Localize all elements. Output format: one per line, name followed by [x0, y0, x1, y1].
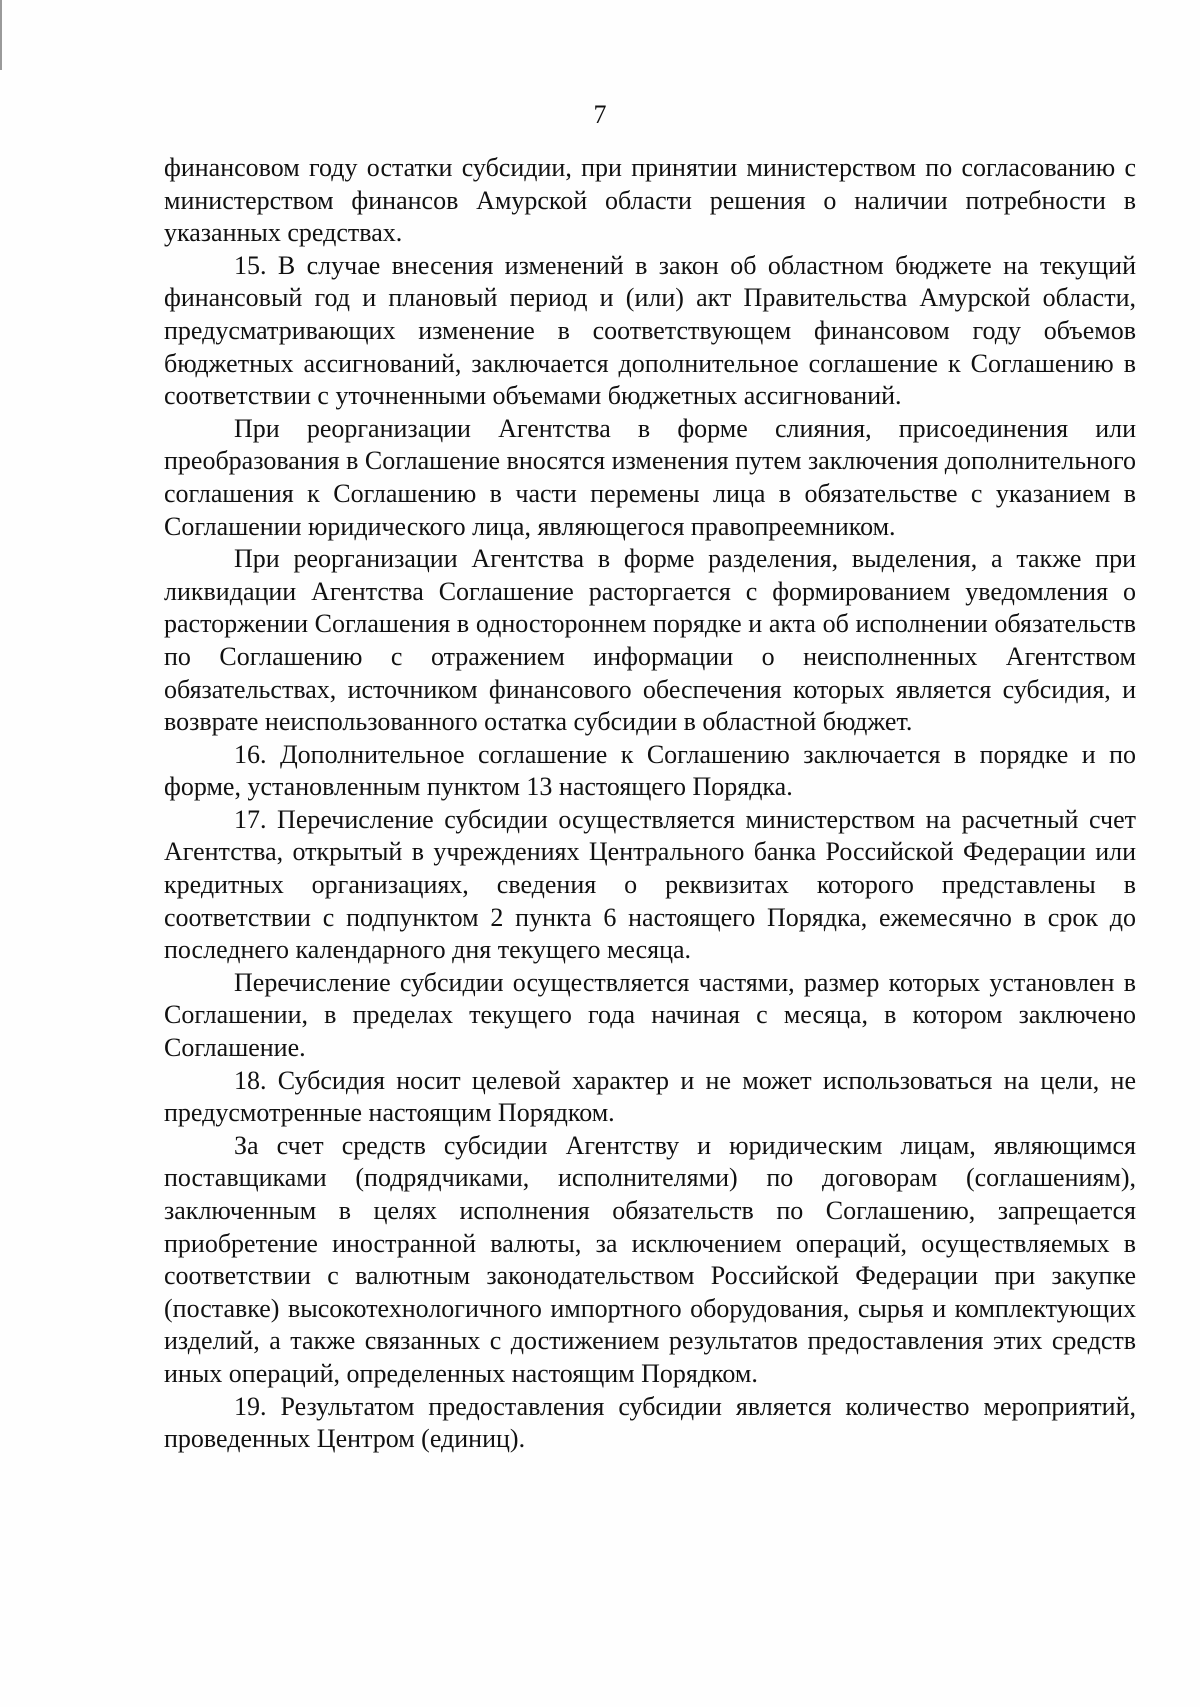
paragraph-item-16: 16. Дополнительное соглашение к Соглашению заключается в порядке и по форме, установленным пунктом 13 настоящего Порядка. [164, 739, 1136, 802]
paragraph-reorganization-merge: При реорганизации Агентства в форме слияния, присоединения или преобразования в Соглашение вносятся изменения путем заключения дополнительного соглашения к Соглашению в части перемены лица в обязательстве с указанием в Соглашении юридического лица, являющегося правопреемником. [164, 413, 1136, 541]
scan-edge-mark [0, 0, 2, 70]
document-body [164, 152, 1136, 1456]
paragraph-currency-prohibition: За счет средств субсидии Агентству и юридическим лицам, являющимся поставщиками (подрядчиками, исполнителями) по договорам (соглашениям), заключенным в целях исполнения обязательств по Соглашению, запрещается приобретение иностранной валюты, за исключением операций, осуществляемых в соответствии с валютным законодательством Российской Федерации при закупке (поставке) высокотехнологичного импортного оборудования, сырья и комплектующих изделий, а также связанных с достижением результатов предоставления этих средств иных операций, определенных настоящим Порядком. [164, 1130, 1136, 1388]
paragraph-continuation: финансовом году остатки субсидии, при принятии министерством по согласованию с министерством финансов Амурской области решения о наличии потребности в указанных средствах. [164, 153, 1136, 248]
page-number: 7 [593, 100, 607, 129]
paragraph-item-15: 15. В случае внесения изменений в закон об областном бюджете на текущий финансовый год и плановый период и (или) акт Правительства Амурской области, предусматривающих изменение в соответствующем финансовом году объемов бюджетных ассигнований, заключается дополнительное соглашение к Соглашению в соответствии с уточненными объемами бюджетных ассигнований. [164, 250, 1136, 411]
paragraph-item-18: 18. Субсидия носит целевой характер и не может использоваться на цели, не предусмотренные настоящим Порядком. [164, 1065, 1136, 1128]
paragraph-item-19: 19. Результатом предоставления субсидии является количество мероприятий, проведенных Центром (единиц). [164, 1391, 1136, 1454]
paragraph-transfer-parts: Перечисление субсидии осуществляется частями, размер которых установлен в Соглашении, в пределах текущего года начиная с месяца, в котором заключено Соглашение. [164, 967, 1136, 1063]
paragraph-item-17: 17. Перечисление субсидии осуществляется министерством на расчетный счет Агентства, открытый в учреждениях Центрального банка Российской Федерации или кредитных организациях, сведения о реквизитах которого представлены в соответствии с подпунктом 2 пункта 6 настоящего Порядка, ежемесячно в срок до последнего календарного дня текущего месяца. [164, 804, 1136, 965]
paragraph-reorganization-split: При реорганизации Агентства в форме разделения, выделения, а также при ликвидации Агентства Соглашение расторгается с формированием уведомления о расторжении Соглашения в одностороннем порядке и акта об исполнении обязательств по Соглашению с отражением информации о неисполненных Агентством обязательствах, источником финансового обеспечения которых является субсидия, и возврате неиспользованного остатка субсидии в областной бюджет. [164, 544, 1136, 737]
